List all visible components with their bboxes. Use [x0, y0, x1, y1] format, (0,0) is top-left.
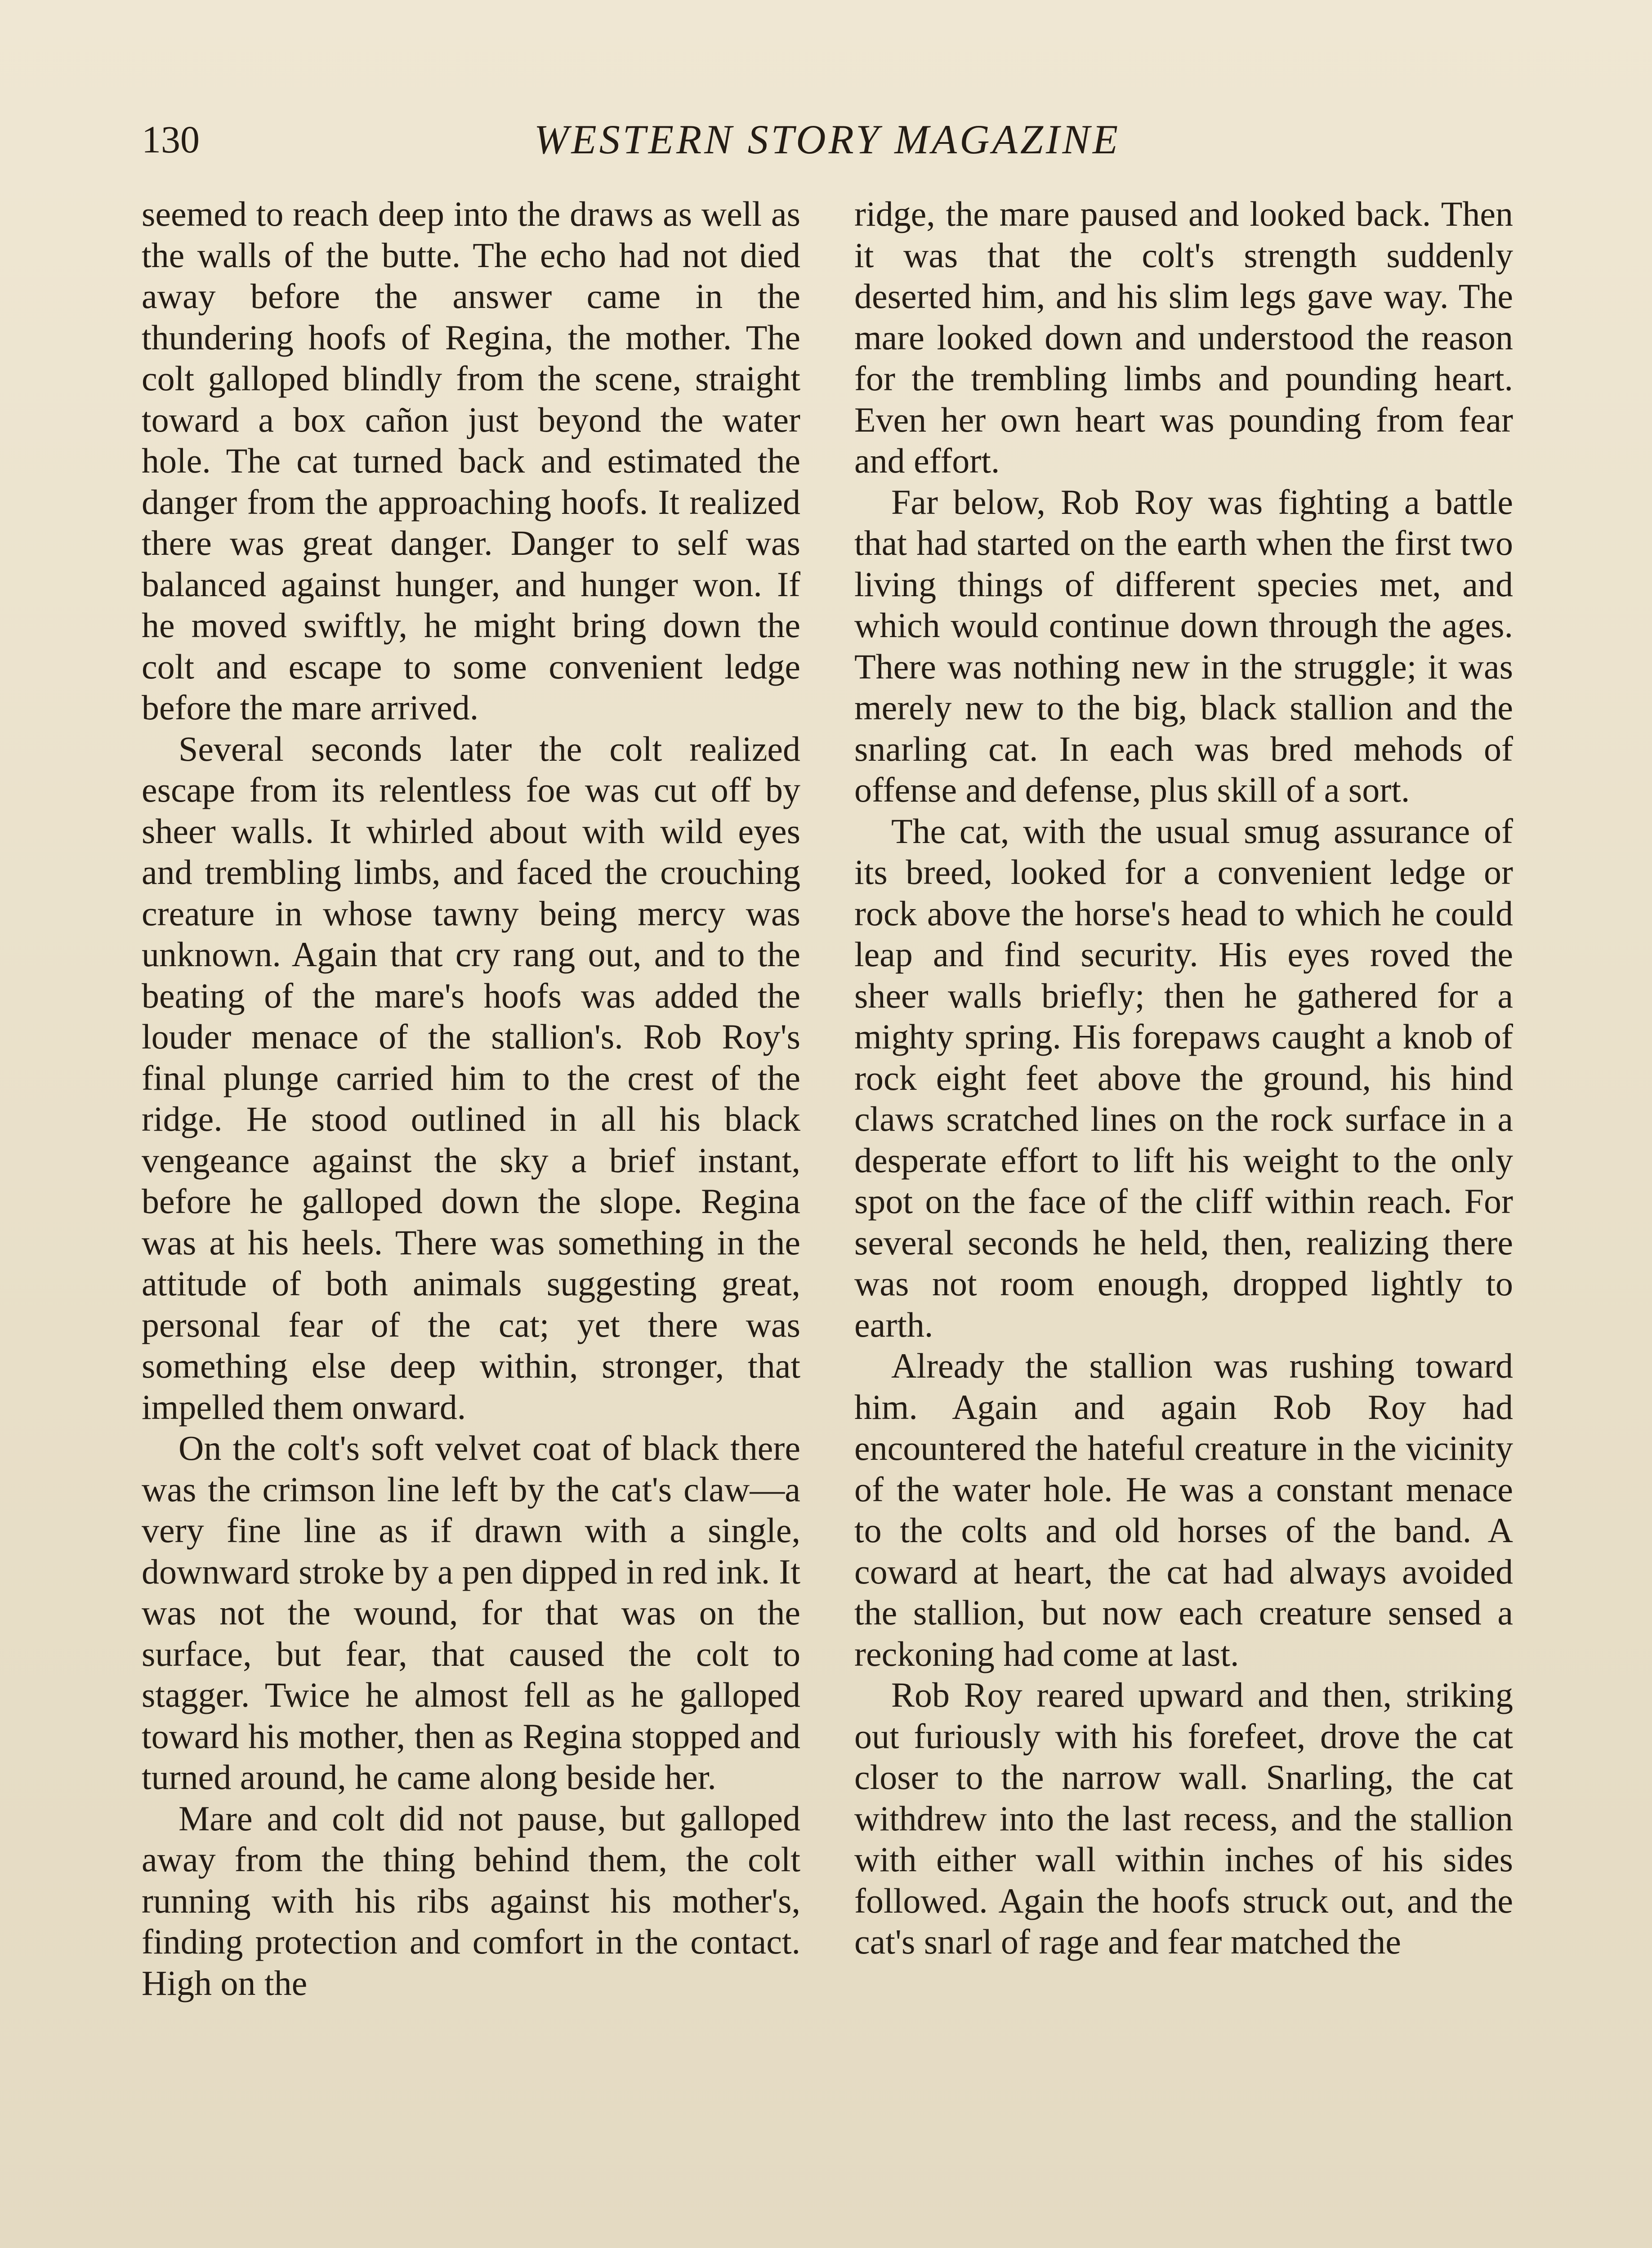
paragraph: Mare and colt did not pause, but galloped away from the thing behind them, the colt running with his ribs against his mother's, finding protection and comfort in the contact. High on the [142, 1798, 800, 2003]
paragraph: Already the stallion was rushing toward him. Again and again Rob Roy had encountered the hateful creature in the vicinity of the water hole. He was a constant menace to the colts and old horses of the band. A coward at heart, the cat had always avoided the stallion, but now each creature sensed a reckoning had come at last. [854, 1346, 1513, 1673]
text-columns [142, 193, 1513, 2248]
paragraph: On the colt's soft velvet coat of black there was the crimson line left by the cat's claw—a very fine line as if drawn with a single, downward stroke by a pen dipped in red ink. It was not the wound, for that was on the surface, but fear, that caused the colt to stagger. Twice he almost fell as he galloped toward his mother, then as Regina stopped and turned around, he came along beside her. [142, 1428, 800, 1797]
left-column [142, 193, 800, 2248]
paragraph: Several seconds later the colt realized escape from its relentless foe was cut off by sheer walls. It whirled about with wild eyes and trembling limbs, and faced the crouching creature in whose tawny being mercy was unknown. Again that cry rang out, and to the beating of the mare's hoofs was added the louder menace of the stallion's. Rob Roy's final plunge carried him to the crest of the ridge. He stood outlined in all his black vengeance against the sky a brief instant, before he galloped down the slope. Regina was at his heels. There was something in the attitude of both animals suggesting great, personal fear of the cat; yet there was something else deep within, stronger, that impelled them onward. [142, 729, 800, 1427]
paragraph: Far below, Rob Roy was fighting a battle that had started on the earth when the first two living things of different species met, and which would continue down through the ages. There was nothing new in the struggle; it was merely new to the big, black stallion and the snarling cat. In each was bred mehods of offense and defense, plus skill of a sort. [854, 482, 1513, 809]
right-column [854, 193, 1513, 2248]
magazine-title: WESTERN STORY MAGAZINE [534, 116, 1121, 162]
paragraph: Rob Roy reared upward and then, striking out furiously with his forefeet, drove the cat closer to the narrow wall. Snarling, the cat withdrew into the last recess, and the stallion with either wall within inches of his sides followed. Again the hoofs struck out, and the cat's snarl of rage and fear matched the [854, 1675, 1513, 1961]
paragraph: The cat, with the usual smug assurance of its breed, looked for a convenient ledge or rock above the horse's head to which he could leap and find security. His eyes roved the sheer walls briefly; then he gathered for a mighty spring. His forepaws caught a knob of rock eight feet above the ground, his hind claws scratched lines on the rock surface in a desperate effort to lift his weight to the only spot on the face of the cliff within reach. For several seconds he held, then, realizing there was not room enough, dropped lightly to earth. [854, 811, 1513, 1344]
paragraph: seemed to reach deep into the draws as well as the walls of the butte. The echo had not died away before the answer came in the thundering hoofs of Regina, the mother. The colt galloped blindly from the scene, straight toward a box cañon just beyond the water hole. The cat turned back and estimated the danger from the approaching hoofs. It realized there was great danger. Danger to self was balanced against hunger, and hunger won. If he moved swiftly, he might bring down the colt and escape to some convenient ledge before the mare arrived. [142, 194, 800, 727]
page-number: 130 [142, 118, 200, 161]
paragraph: ridge, the mare paused and looked back. Then it was that the colt's strength suddenly deserted him, and his slim legs gave way. The mare looked down and understood the reason for the trembling limbs and pounding heart. Even her own heart was pounding from fear and effort. [854, 194, 1513, 480]
page-header [142, 103, 1513, 175]
